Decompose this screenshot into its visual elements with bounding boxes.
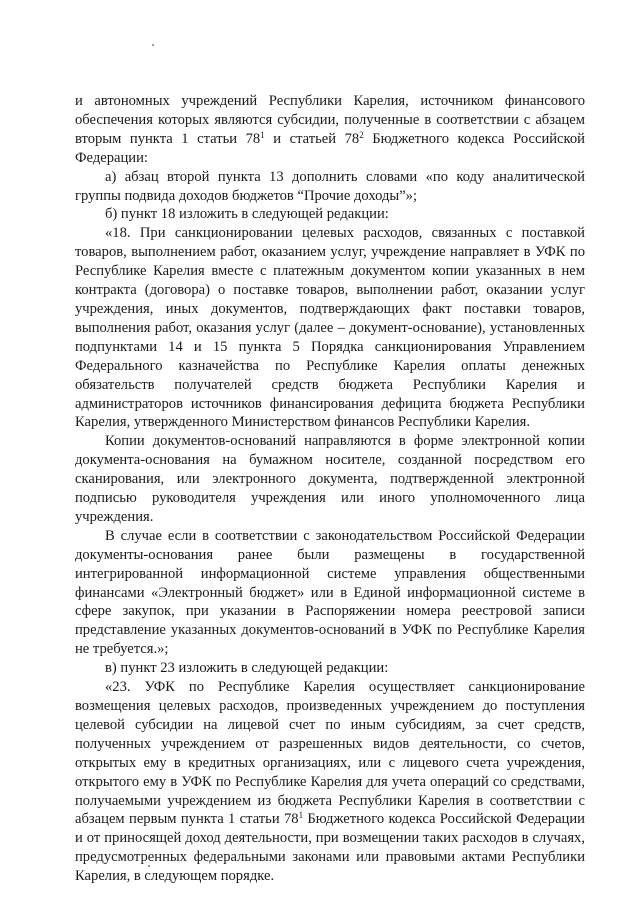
paragraph-clause-18: «18. При санкционировании целевых расходов, связанных с поставкой товаров, выполнением работ, оказанием услуг, учреждение направляет в УФК по Республике Карелия вместе с платежным документом копии указанных в нем контракта (договора) о поставке товаров, выполнении работ, оказании услуг учреждения, иных документов, подтверждающих факт поставки товаров, выполнения работ, оказания услуг (далее – документ-основание), установленных подпунктами 14 и 15 пункта 5 Порядка санкционирования Управлением Федерального казначейства по Республике Карелия оплаты денежных обязательств получателей средств бюджета Республики Карелия и администраторов источников финансирования дефицита бюджета Республики Карелия, утвержденного Министерством финансов Республики Карелия. — [75, 225, 585, 431]
paragraph-continuation: и автономных учреждений Республики Карелия, источником финансового обеспечения которых являются субсидии, полученные в соответствии с абзацем вторым пункта 1 статьи $78^1$ и статьей $78^2$ Бюджетного кодекса Российской Федерации: — [75, 93, 585, 166]
paragraph-exception: В случае если в соответствии с законодательством Российской Федерации документы-основания ранее были размещены в государственной интегрированной информационной системе управления общественными финансами «Электронный бюджет» или в Единой информационной системе в сфере закупок, при указании в Распоряжении номера реестровой записи представление указанных документов-оснований в УФК по Республике Карелия не требуется.»; — [75, 527, 585, 658]
paragraph-item-a: а) абзац второй пункта 13 дополнить словами «по коду аналитической группы подвида доходов бюджетов “Прочие доходы”»; — [75, 168, 585, 204]
document-body — [75, 92, 585, 886]
paragraph-item-b: б) пункт 18 изложить в следующей редакции: — [105, 206, 389, 223]
paragraph-clause-23: «23. УФК по Республике Карелия осуществляет санкционирование возмещения целевых расходов, произведенных учреждением до поступления целевой субсидии на лицевой счет по иным субсидиям, за счет средств, полученных учреждением от разрешенных видов деятельности, со счетов, открытых ему в кредитных организациях, или с лицевого счета учреждения, открытого ему в УФК по Республике Карелия для учета операций со средствами, получаемыми учреждением из бюджета Республики Карелия в соответствии с абзацем первым пункта 1 статьи $78^1$ Бюджетного кодекса Российской Федерации и от приносящей доход деятельности, при возмещении таких расходов в случаях, предусмотренных федеральными законами или правовыми актами Республики Карелия, в следующем порядке. — [75, 679, 585, 885]
scan-speck — [152, 44, 154, 46]
paragraph-item-v: в) пункт 23 изложить в следующей редакции: — [105, 660, 389, 677]
paragraph-copies: Копии документов-оснований направляются в форме электронной копии документа-основания на бумажном носителе, созданной посредством его сканирования, или электронного документа, подтвержденной электронной подписью руководителя учреждения или иного уполномоченного лица учреждения. — [75, 433, 585, 525]
